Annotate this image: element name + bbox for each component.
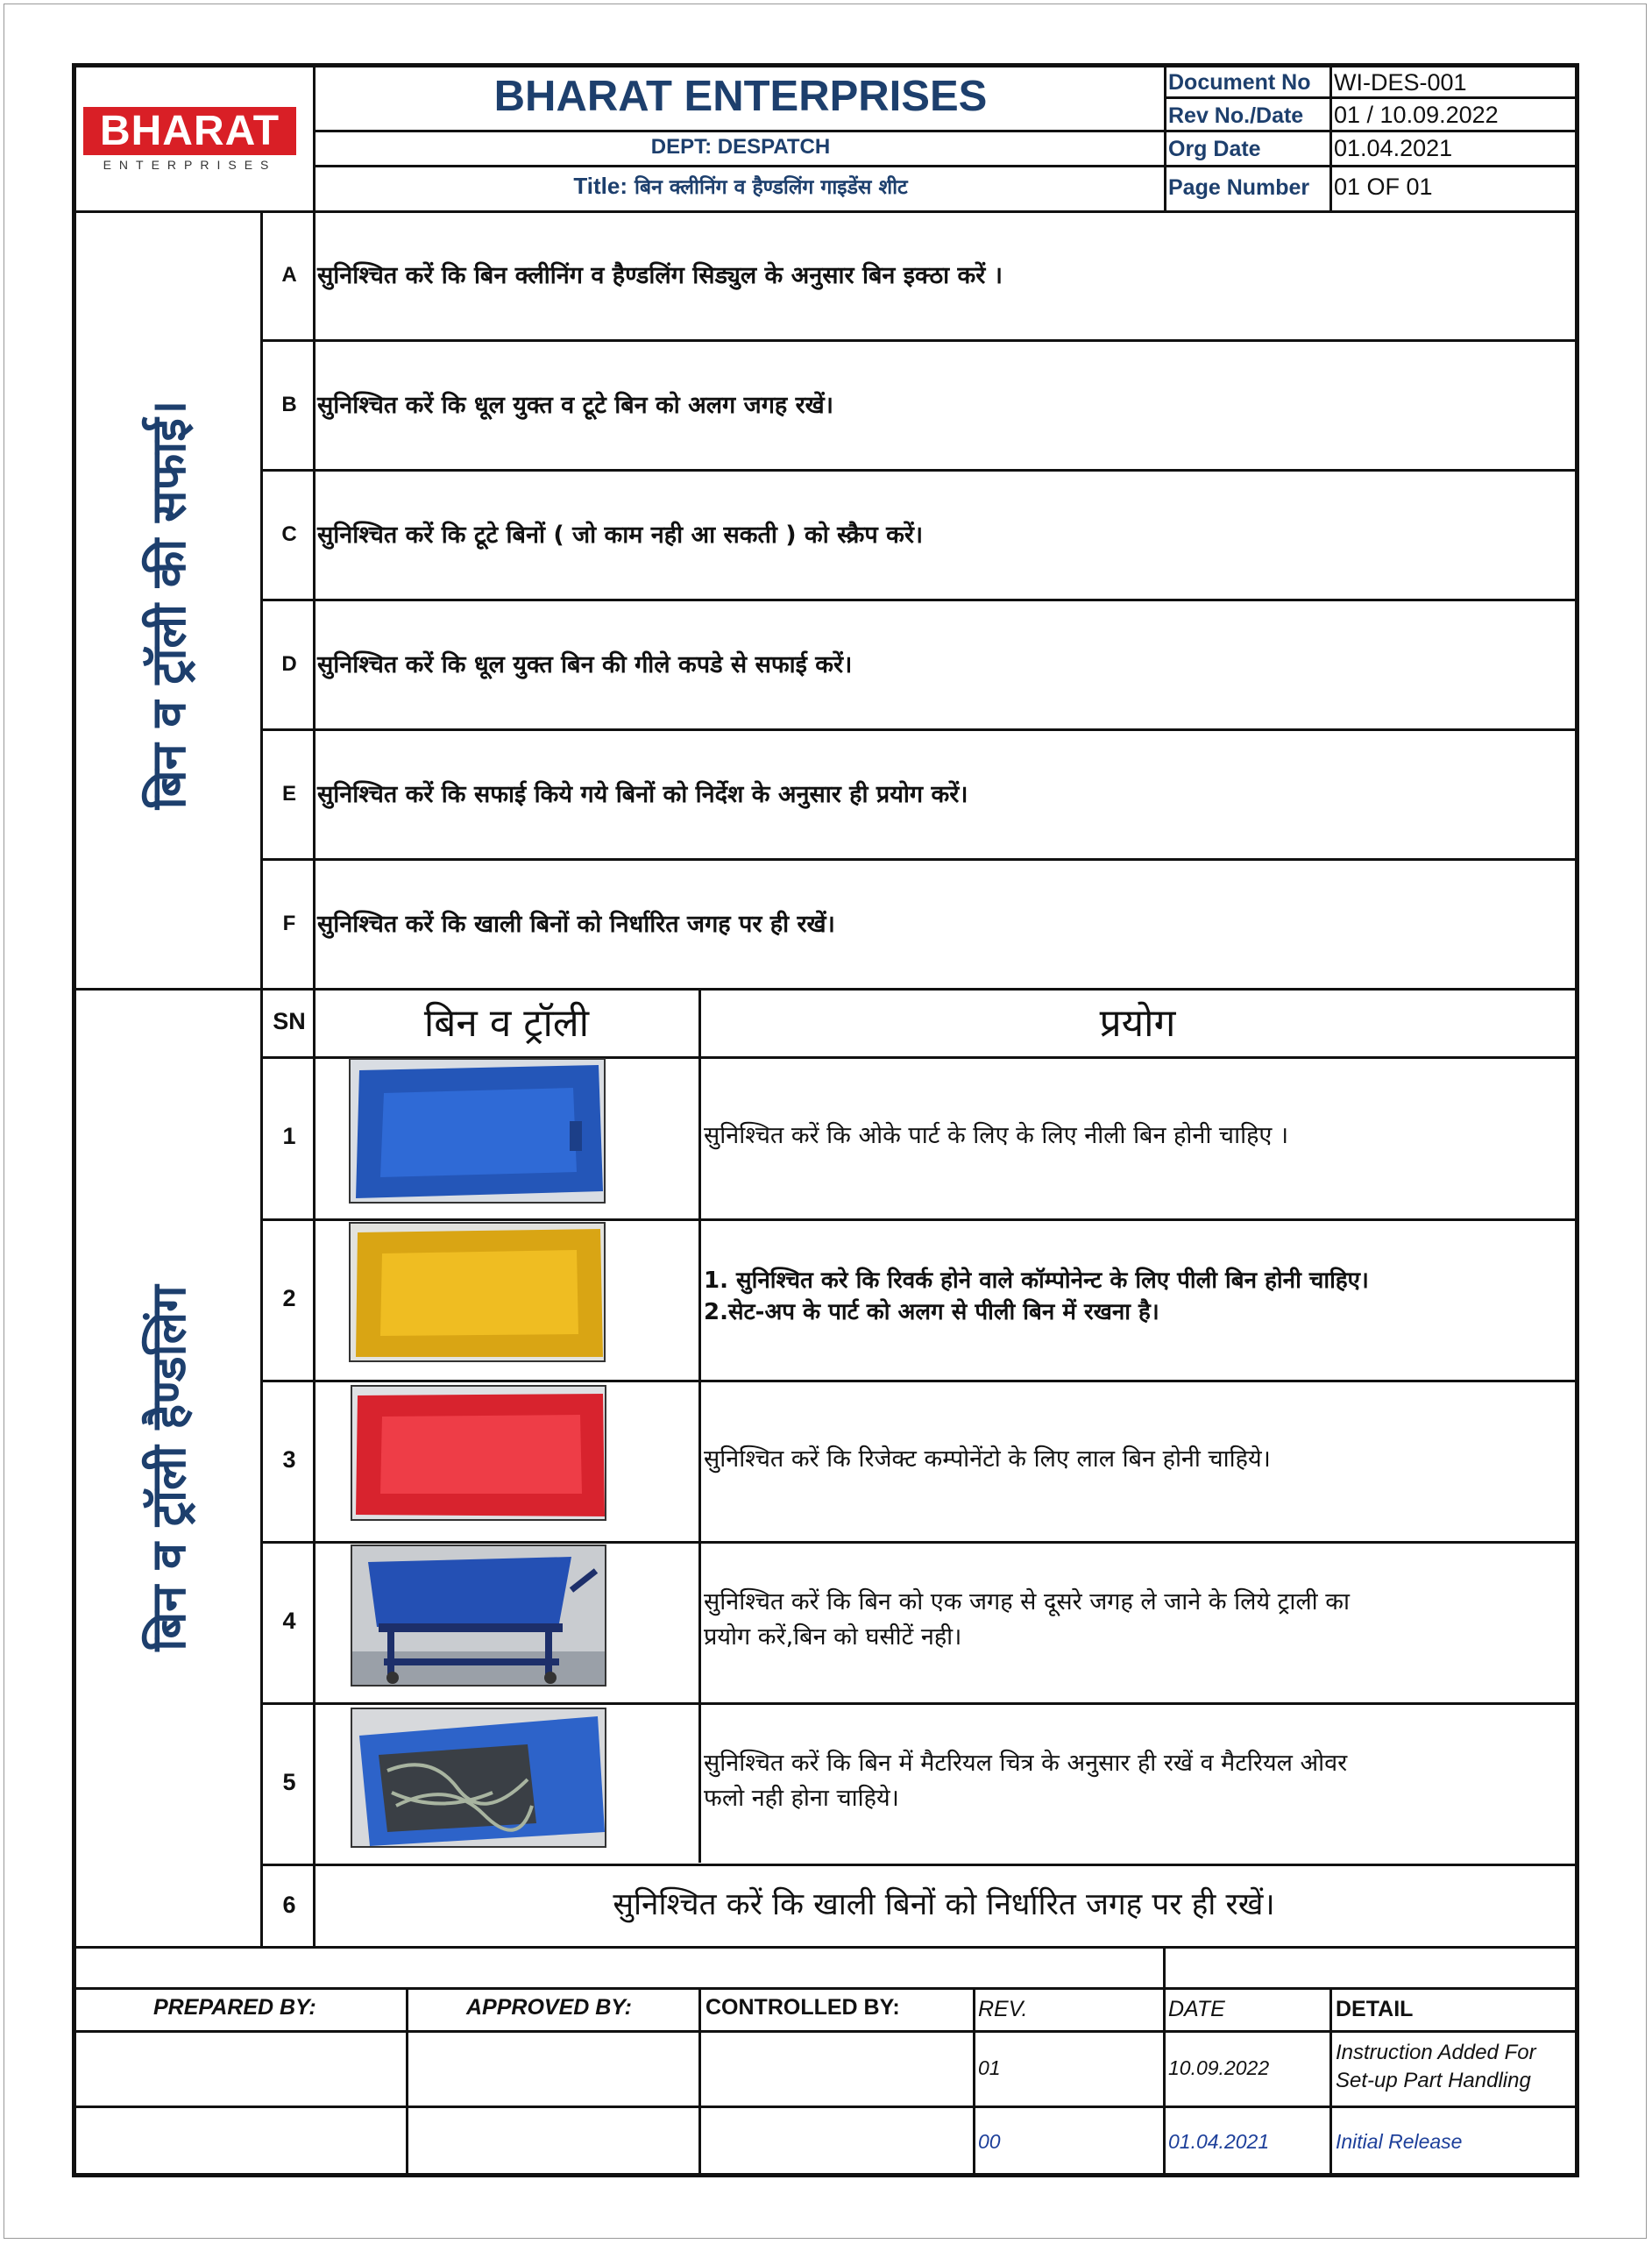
meta-value: 01 / 10.09.2022 xyxy=(1334,102,1499,128)
footer-rule xyxy=(74,2106,1578,2108)
usage-text: फलो नही होना चाहिये। xyxy=(704,1785,899,1812)
row-rule xyxy=(260,728,1578,731)
row-number: 4 xyxy=(282,1608,296,1634)
company-logo: BHARAT xyxy=(83,107,296,155)
usage-text: 2.सेट-अप के पार्ट को अलग से पीली बिन में रखना है। xyxy=(704,1299,1159,1325)
row-rule xyxy=(260,1218,1578,1221)
usage-text: सुनिश्चित करें कि ओके पार्ट के लिए के लिए नीली बिन होनी चाहिए । xyxy=(704,1122,1289,1149)
instruction-text: सुनिश्चित करें कि बिन क्लीनिंग व हैण्डलिंग सिड्युल के अनुसार बिन इक्ठा करें । xyxy=(317,262,1003,289)
approved-by-label: APPROVED BY: xyxy=(466,1995,632,2020)
yellow-bin-photo xyxy=(349,1222,606,1362)
row-rule xyxy=(260,339,1578,342)
row-number: 1 xyxy=(282,1123,296,1149)
instruction-text: सुनिश्चित करें कि धूल युक्त व टूटे बिन को अलग जगह रखें। xyxy=(317,392,833,419)
bin-trolley-photo xyxy=(351,1545,606,1687)
detail-column-header: DETAIL xyxy=(1336,1997,1414,2021)
item-letter: D xyxy=(281,652,297,676)
header-rule xyxy=(313,165,1578,167)
footer-divider xyxy=(1329,1987,1332,2176)
footer-rule xyxy=(74,1987,1578,1990)
meta-label: Document No xyxy=(1168,70,1311,95)
meta-label: Page Number xyxy=(1168,175,1310,200)
revision-number: 00 xyxy=(978,2130,1001,2153)
instruction-text: सुनिश्चित करें कि धूल युक्त बिन की गीले कपडे से सफाई करें। xyxy=(317,651,853,678)
title-label: Title: xyxy=(573,173,627,199)
row-number: 2 xyxy=(282,1285,296,1311)
revision-detail: Set-up Part Handling xyxy=(1336,2069,1531,2092)
document-title xyxy=(316,172,1166,200)
section-handling-label: बिन व ट्रॉली हैण्डलिंग xyxy=(141,1285,196,1651)
prepared-by-label: PREPARED BY: xyxy=(153,1995,316,2020)
bin-with-material-photo xyxy=(351,1708,606,1848)
row-rule xyxy=(260,599,1578,601)
item-letter: E xyxy=(281,782,296,806)
header-rule xyxy=(313,130,1578,132)
usage-text: 1. सुनिश्चित करे कि रिवर्क होने वाले कॉम्पोनेन्ट के लिए पीली बिन होनी चाहिए। xyxy=(704,1268,1369,1294)
row-number: 5 xyxy=(282,1769,296,1795)
controlled-by-label: CONTROLLED BY: xyxy=(705,1995,900,2020)
meta-value: 01 OF 01 xyxy=(1334,174,1433,200)
row-rule xyxy=(260,858,1578,861)
revision-detail: Initial Release xyxy=(1336,2130,1463,2153)
revision-detail: Instruction Added For xyxy=(1336,2041,1536,2064)
row-rule xyxy=(260,1702,1578,1705)
row-rule xyxy=(260,469,1578,472)
usage-text: सुनिश्चित करें कि रिजेक्ट कम्पोनेंटो के लिए लाल बिन होनी चाहिये। xyxy=(704,1445,1271,1473)
date-column-header: DATE xyxy=(1168,1997,1225,2021)
title-value: बिन क्लीनिंग व हैण्डलिंग गाइडेंस शीट xyxy=(635,176,908,199)
footer-divider xyxy=(698,1987,701,2176)
blue-bin-photo xyxy=(349,1058,606,1204)
meta-label: Rev No./Date xyxy=(1168,103,1304,128)
footer-divider xyxy=(1163,1946,1166,2176)
revision-date: 01.04.2021 xyxy=(1168,2130,1270,2153)
footer-divider xyxy=(973,1987,975,2176)
item-letter: C xyxy=(281,522,297,546)
instruction-text: सुनिश्चित करें कि सफाई किये गये बिनों को निर्देश के अनुसार ही प्रयोग करें। xyxy=(317,781,968,808)
row-rule xyxy=(260,1864,1578,1866)
row-rule xyxy=(260,1541,1578,1544)
logo-subtitle: ENTERPRISES xyxy=(103,158,277,172)
meta-value: WI-DES-001 xyxy=(1334,69,1467,96)
item-letter: F xyxy=(282,912,296,935)
usage-text: सुनिश्चित करें कि बिन में मैटरियल चित्र के अनुसार ही रखें व मैटरियल ओवर xyxy=(704,1750,1348,1777)
section-cleaning-label: बिन व ट्रॉली की सफाई। xyxy=(141,400,196,810)
company-name: BHARAT ENTERPRISES xyxy=(493,73,988,120)
revision-date: 10.09.2022 xyxy=(1168,2056,1270,2079)
usage-text: प्रयोग करें,बिन को घसीटें नही। xyxy=(704,1623,962,1651)
footer-top-rule xyxy=(74,1946,1578,1949)
row-rule xyxy=(260,1380,1578,1382)
row-number: 6 xyxy=(282,1892,296,1918)
meta-label: Org Date xyxy=(1168,137,1261,161)
footer-rule xyxy=(74,2030,1578,2033)
red-bin-photo xyxy=(351,1385,606,1521)
usage-column-divider xyxy=(698,988,701,1863)
item-letter: A xyxy=(281,263,297,287)
usage-text: सुनिश्चित करें कि बिन को एक जगह से दूसरे जगह ले जाने के लिये ट्राली का xyxy=(704,1588,1350,1616)
section-rule xyxy=(74,988,1578,991)
instruction-text: सुनिश्चित करें कि टूटे बिनों ( जो काम नही आ सकती ) को स्क्रैप करें। xyxy=(317,522,924,549)
footer-divider xyxy=(406,1987,408,2176)
column-header-usage: प्रयोग xyxy=(1099,1001,1176,1046)
rev-column-header: REV. xyxy=(978,1997,1028,2021)
header-rule xyxy=(1164,96,1578,99)
row-number: 3 xyxy=(282,1446,296,1473)
header-bottom-rule xyxy=(74,210,1578,213)
column-header-sn: SN xyxy=(273,1008,306,1034)
item-letter: B xyxy=(281,393,297,416)
meta-value: 01.04.2021 xyxy=(1334,135,1453,161)
column-header-item: बिन व ट्रॉली xyxy=(423,1001,590,1046)
department: DEPT: DESPATCH xyxy=(650,135,831,159)
usage-text: सुनिश्चित करें कि खाली बिनों को निर्धारित जगह पर ही रखें। xyxy=(613,1887,1275,1922)
revision-number: 01 xyxy=(978,2056,1001,2079)
instruction-text: सुनिश्चित करें कि खाली बिनों को निर्धारित जगह पर ही रखें। xyxy=(317,911,835,938)
